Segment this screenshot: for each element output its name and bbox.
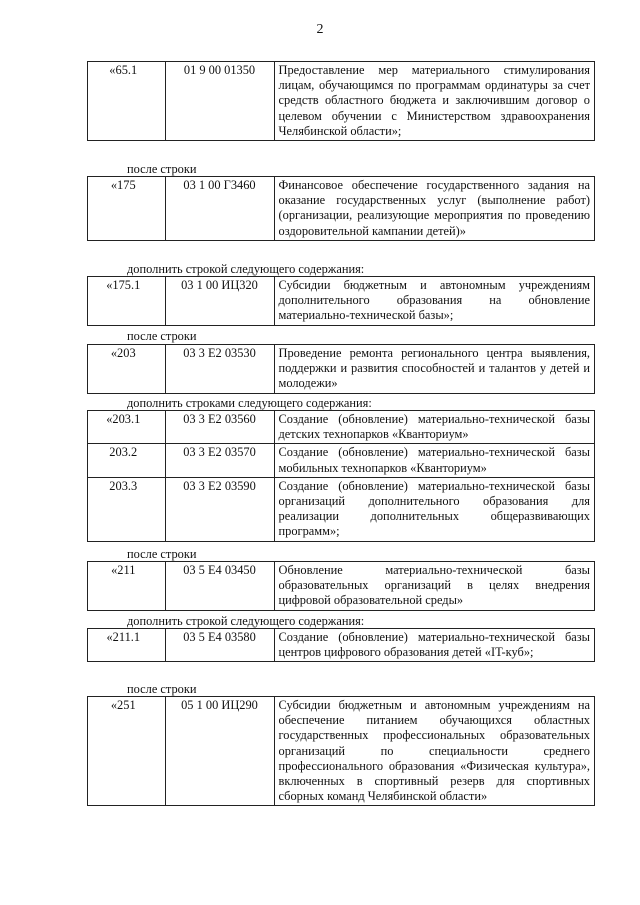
budget-code: 01 9 00 01350	[165, 62, 274, 140]
instruction-text: после строки	[127, 682, 197, 696]
table-block	[87, 344, 595, 394]
table-row	[88, 62, 594, 140]
budget-code: 03 5 Е4 03580	[165, 629, 274, 661]
row-number: 203.2	[88, 444, 165, 477]
row-number: «65.1	[88, 62, 165, 140]
table-row	[88, 562, 594, 610]
row-description: Создание (обновление) материально-технической базы мобильных технопарков «Кванториум»	[274, 444, 594, 477]
table-block	[87, 628, 595, 662]
row-number: «203	[88, 345, 165, 393]
instruction-text: дополнить строками следующего содержания:	[127, 396, 372, 410]
row-number: «211	[88, 562, 165, 610]
row-number: «211.1	[88, 629, 165, 661]
row-number: «251	[88, 697, 165, 805]
instruction-text: дополнить строкой следующего содержания:	[127, 262, 365, 276]
budget-code: 05 1 00 ИЦ290	[165, 697, 274, 805]
budget-code: 03 1 00 Г3460	[165, 177, 274, 240]
row-description: Создание (обновление) материально-технической базы центров цифрового образования детей «IT-куб»;	[274, 629, 594, 661]
instruction-text: после строки	[127, 329, 197, 343]
row-number: 203.3	[88, 477, 165, 540]
table-row	[88, 629, 594, 661]
table-row	[88, 277, 594, 325]
row-description: Создание (обновление) материально-технической базы организаций дополнительного образования для реализации дополнительных общеразвивающих программ»;	[274, 477, 594, 540]
instruction-text: дополнить строкой следующего содержания:	[127, 614, 365, 628]
table-row	[88, 411, 594, 444]
table-row	[88, 345, 594, 393]
budget-code: 03 1 00 ИЦ320	[165, 277, 274, 325]
table-block	[87, 410, 595, 542]
table-block	[87, 61, 595, 141]
table-row	[88, 697, 594, 805]
budget-code: 03 3 Е2 03560	[165, 411, 274, 444]
table-row	[88, 177, 594, 240]
budget-code: 03 3 Е2 03570	[165, 444, 274, 477]
budget-code: 03 3 Е2 03530	[165, 345, 274, 393]
row-number: «203.1	[88, 411, 165, 444]
budget-code: 03 5 Е4 03450	[165, 562, 274, 610]
row-description: Финансовое обеспечение государственного задания на оказание государственных услуг (выполнение работ) (организации, реализующие мероприятия по проведению оздоровительной кампании детей)»	[274, 177, 594, 240]
budget-code: 03 3 Е2 03590	[165, 477, 274, 540]
table-row	[88, 444, 594, 477]
row-number: «175.1	[88, 277, 165, 325]
row-description: Создание (обновление) материально-технической базы детских технопарков «Кванториум»	[274, 411, 594, 444]
table-block	[87, 276, 595, 326]
row-description: Субсидии бюджетным и автономным учреждениям дополнительного образования на обновление материально-технической базы»;	[274, 277, 594, 325]
row-description: Проведение ремонта регионального центра выявления, поддержки и развития способностей и талантов у детей и молодежи»	[274, 345, 594, 393]
table-row	[88, 477, 594, 540]
row-description: Субсидии бюджетным и автономным учреждениям на обеспечение питанием обучающихся областных государственных профессиональных образовательных организаций по специальности среднего профессионального образования «Физическая культура», включенных в спортивный резерв для спортивных сборных команд Челябинской области»	[274, 697, 594, 805]
row-description: Обновление материально-технической базы образовательных организаций в целях внедрения цифровой образовательной среды»	[274, 562, 594, 610]
table-block	[87, 561, 595, 611]
table-block	[87, 696, 595, 806]
table-block	[87, 176, 595, 241]
row-description: Предоставление мер материального стимулирования лицам, обучающимся по программам ординатуры за счет средств областного бюджета и заключившим договор о целевом обучении с Министерством здравоохранения Челябинской области»;	[274, 62, 594, 140]
row-number: «175	[88, 177, 165, 240]
instruction-text: после строки	[127, 162, 197, 176]
instruction-text: после строки	[127, 547, 197, 561]
page-number: 2	[316, 22, 324, 37]
